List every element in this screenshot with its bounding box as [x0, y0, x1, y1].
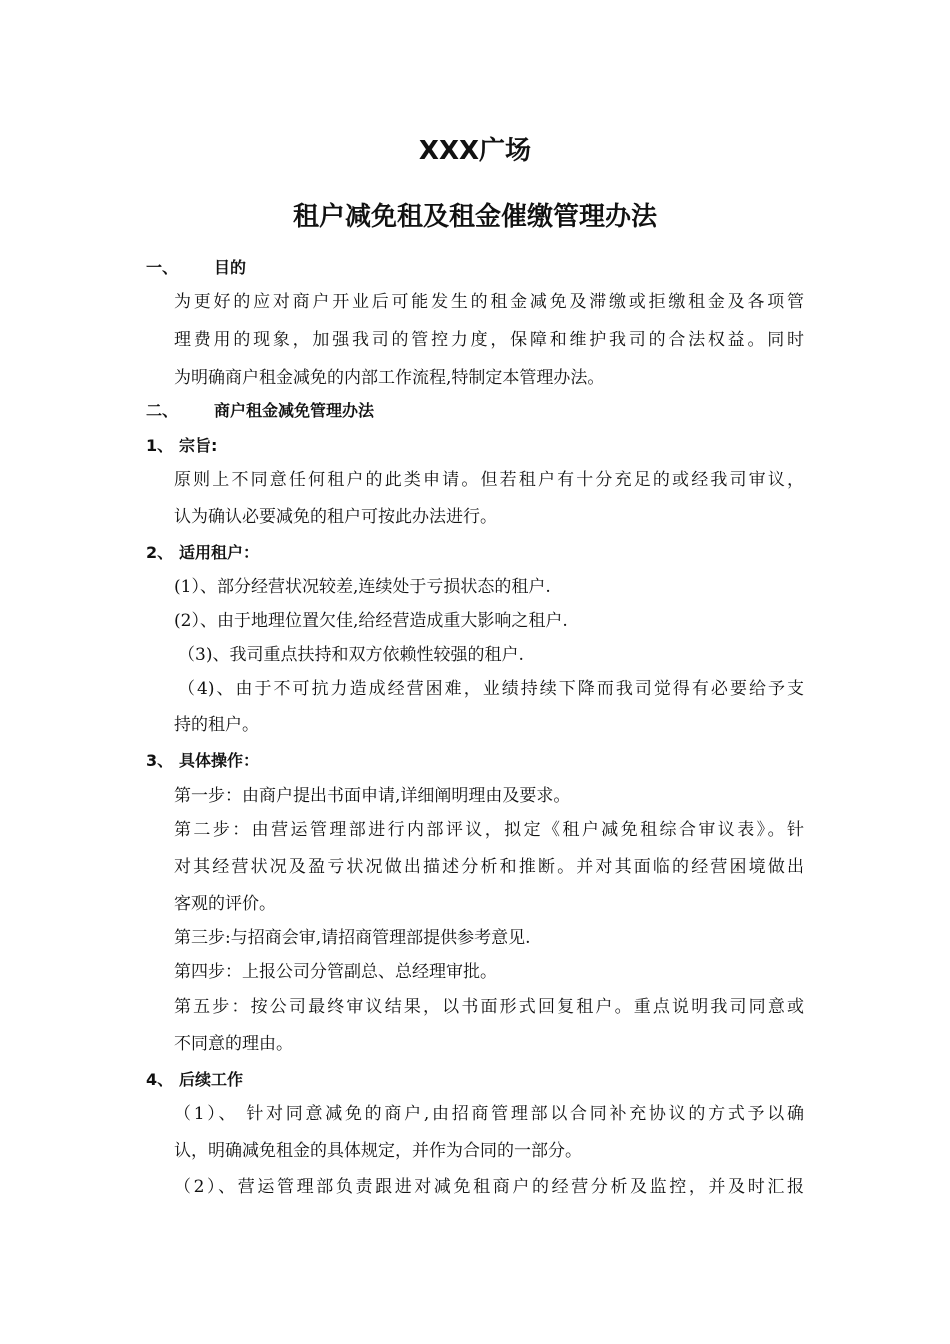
item4-number: 4、 [146, 1070, 174, 1089]
item2-number: 2、 [146, 543, 174, 562]
paragraph-line: 认，明确减免租金的具体规定，并作为合同的一部分。 [174, 1141, 582, 1161]
paragraph-line: 原则上不同意任何租户的此类申请。但若租户有十分充足的或经我司审议， [174, 470, 804, 490]
paragraph-line: （1）、 针对同意减免的商户,由招商管理部以合同补充协议的方式予以确 [174, 1104, 804, 1124]
step-line: 第二步：由营运管理部进行内部评议，拟定《租户减免租综合审议表》。针 [174, 820, 804, 840]
paragraph-line: 为更好的应对商户开业后可能发生的租金减免及滞缴或拒缴租金及各项管 [174, 292, 804, 312]
item3-heading: 具体操作： [179, 751, 260, 770]
step-line: 第四步：上报公司分管副总、总经理审批。 [174, 962, 497, 982]
document-subtitle: 租户减免租及租金催缴管理办法 [292, 202, 657, 232]
item1-heading: 宗旨: [179, 436, 218, 455]
item2-heading: 适用租户： [179, 543, 260, 562]
list-line: （4)、由于不可抗力造成经营困难，业绩持续下降而我司觉得有必要给予支 [178, 679, 804, 699]
section2-heading: 商户租金减免管理办法 [214, 401, 375, 420]
step-line: 第一步：由商户提出书面申请,详细阐明理由及要求。 [174, 786, 571, 806]
paragraph-line: （2）、营运管理部负责跟进对减免租商户的经营分析及监控，并及时汇报 [174, 1177, 804, 1197]
paragraph-line: 理费用的现象，加强我司的管控力度，保障和维护我司的合法权益。同时 [174, 330, 804, 350]
item4-heading: 后续工作 [179, 1070, 244, 1089]
list-line: (1）、部分经营状况较差,连续处于亏损状态的租户. [174, 577, 551, 597]
step-line: 第五步：按公司最终审议结果，以书面形式回复租户。重点说明我司同意或 [174, 997, 804, 1017]
item1-number: 1、 [146, 436, 174, 455]
step-line: 对其经营状况及盈亏状况做出描述分析和推断。并对其面临的经营困境做出 [174, 857, 804, 877]
list-line: （3)、我司重点扶持和双方依赖性较强的租户. [178, 645, 524, 665]
step-line: 不同意的理由。 [174, 1034, 293, 1054]
section1-heading: 目的 [214, 258, 247, 277]
document-title: XXX广场 [418, 136, 532, 166]
item3-number: 3、 [146, 751, 174, 770]
step-line: 客观的评价。 [174, 894, 276, 914]
paragraph-line: 为明确商户租金减免的内部工作流程,特制定本管理办法。 [174, 368, 605, 388]
section2-number: 二、 [146, 401, 179, 420]
paragraph-line: 认为确认必要减免的租户可按此办法进行。 [174, 507, 497, 527]
step-line: 第三步:与招商会审,请招商管理部提供参考意见. [174, 928, 531, 948]
list-line: (2）、由于地理位置欠佳,给经营造成重大影响之租户. [174, 611, 568, 631]
list-line: 持的租户。 [174, 715, 259, 735]
section1-number: 一、 [146, 258, 179, 277]
